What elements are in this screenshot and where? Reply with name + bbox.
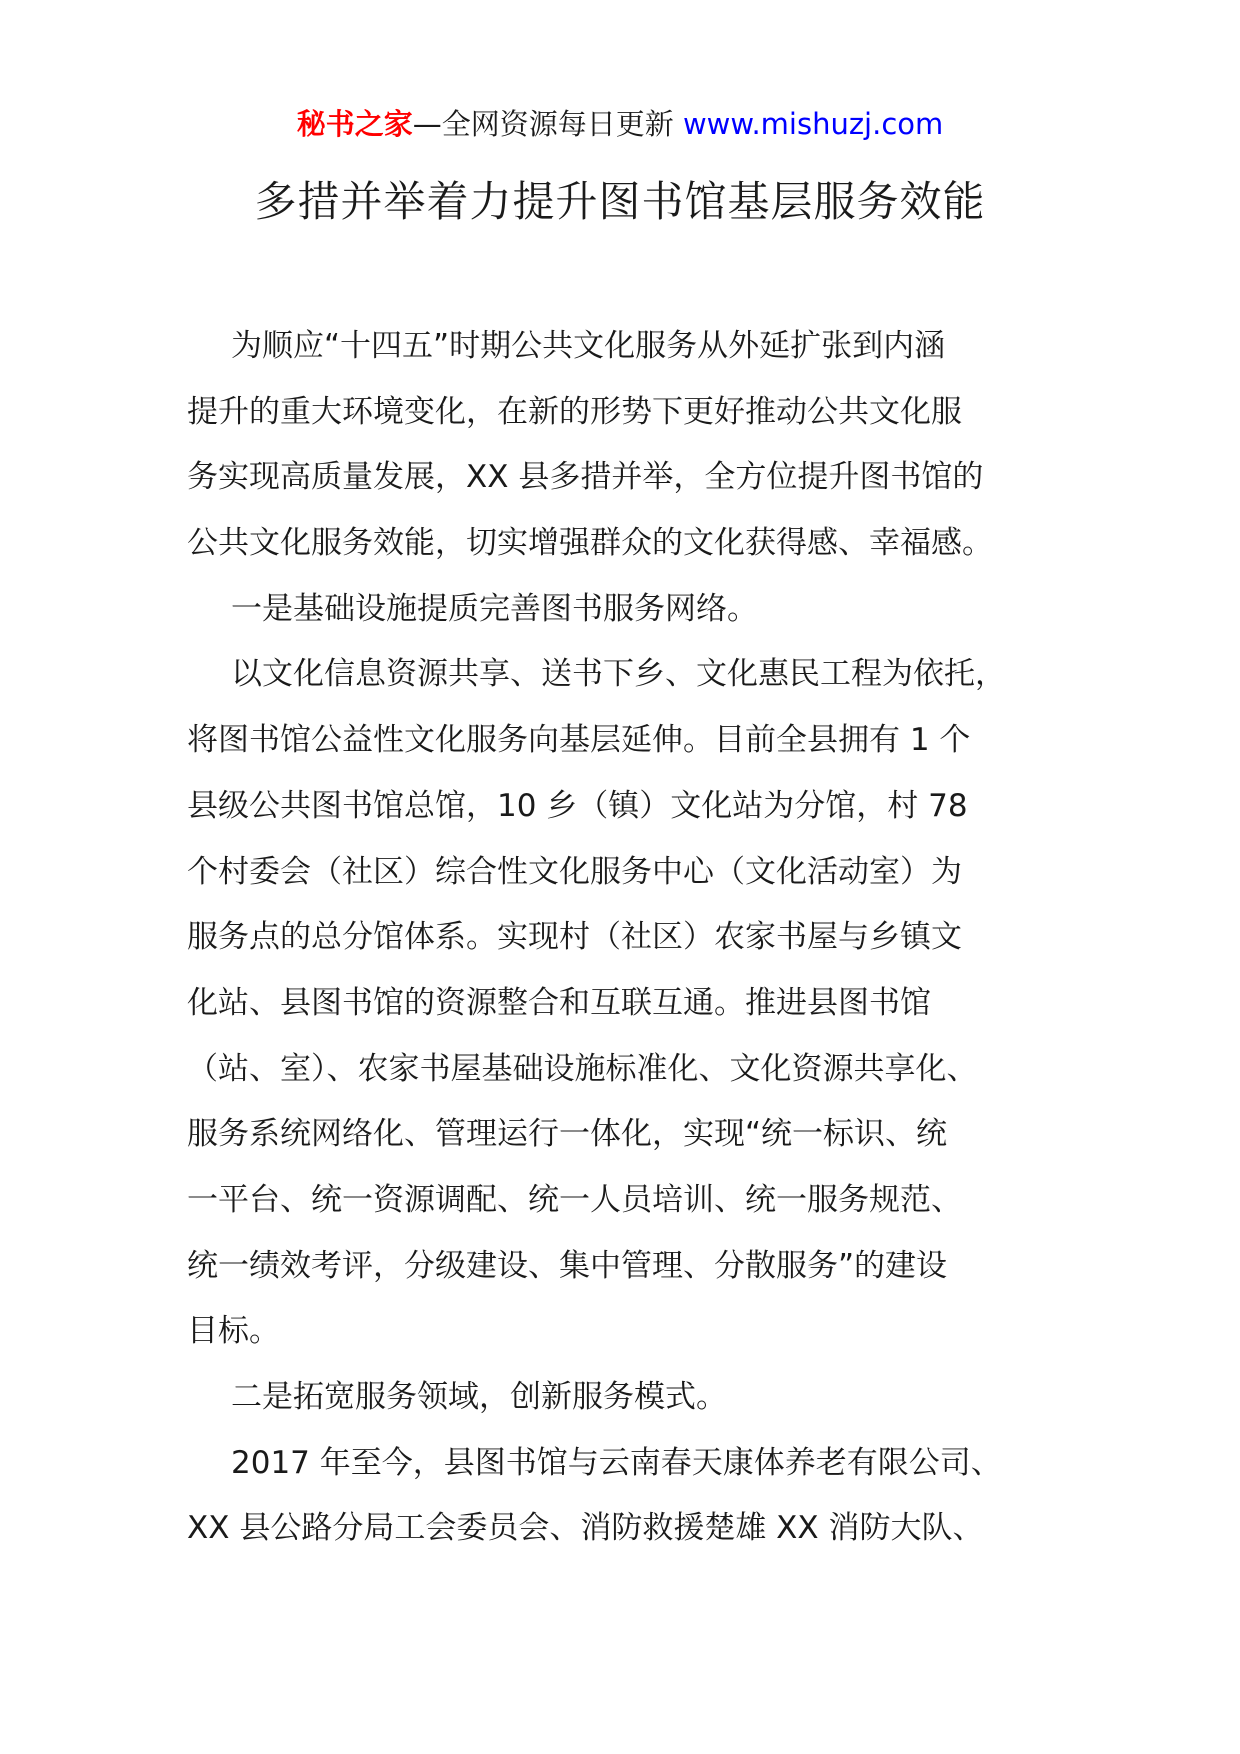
paragraph-line: 服务点的总分馆体系。实现村（社区）农家书屋与乡镇文: [187, 919, 962, 956]
paragraph-line: XX 县公路分局工会委员会、消防救援楚雄 XX 消防大队、: [187, 1510, 984, 1547]
section-heading: 一是基础设施提质完善图书服务网络。: [231, 590, 758, 627]
paragraph-line: 目标。: [187, 1313, 280, 1350]
brand-name: 秘书之家: [296, 107, 413, 141]
paragraph-line: 为顺应“十四五”时期公共文化服务从外延扩张到内涵: [231, 328, 946, 364]
paragraph-line: 个村委会（社区）综合性文化服务中心（文化活动室）为: [187, 853, 962, 890]
paragraph-line: 统一绩效考评，分级建设、集中管理、分散服务”的建设: [187, 1247, 948, 1284]
paragraph-line: 一平台、统一资源调配、统一人员培训、统一服务规范、: [187, 1181, 962, 1218]
site-header: [0, 104, 1240, 144]
paragraph-line: 服务系统网络化、管理运行一体化，实现“统一标识、统: [187, 1116, 948, 1153]
paragraph-line: 县级公共图书馆总馆，10 乡（镇）文化站为分馆，村 78: [187, 787, 968, 824]
paragraph-line: 2017 年至今，县图书馆与云南春天康体养老有限公司、: [231, 1444, 1002, 1481]
paragraph-line: 提升的重大环境变化，在新的形势下更好推动公共文化服: [187, 393, 962, 430]
paragraph-line: 公共文化服务效能，切实增强群众的文化获得感、幸福感。: [187, 525, 993, 562]
paragraph-line: 以文化信息资源共享、送书下乡、文化惠民工程为依托，: [231, 656, 1006, 693]
paragraph-line: 化站、县图书馆的资源整合和互联互通。推进县图书馆: [187, 984, 931, 1021]
document-body: [187, 314, 1057, 1562]
section-heading: 二是拓宽服务领域，创新服务模式。: [231, 1379, 727, 1415]
paragraph-line: 务实现高质量发展，XX 县多措并举，全方位提升图书馆的: [187, 459, 984, 496]
paragraph-line: （站、室）、农家书屋基础设施标准化、文化资源共享化、: [187, 1050, 978, 1087]
document-title: 多措并举着力提升图书馆基层服务效能: [254, 177, 986, 226]
site-url-link[interactable]: www.mishuzj.com: [682, 107, 944, 141]
site-tagline: —全网资源每日更新: [412, 107, 683, 141]
paragraph-line: 将图书馆公益性文化服务向基层延伸。目前全县拥有 1 个: [187, 722, 971, 759]
